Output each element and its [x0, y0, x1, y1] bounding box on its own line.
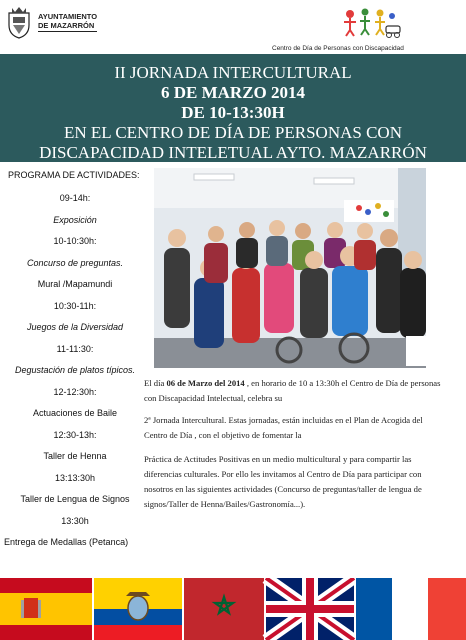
program-item: Taller de Lengua de Signos [20, 494, 130, 504]
program-item: 11-11:30: [56, 343, 94, 354]
centro-caption: Centro de Día de Personas con Discapacidad [272, 45, 404, 52]
description-paragraph: Práctica de Actitudes Positivas en un medio multicultural y para compartir las diferencias culturales. Por ello les invitamos al Centro de Día para participar con nosotros en las siguientes actividades (Concurso de preguntas/taller de lengua de signos/Taller de Henna/Bailes/Gastronomía...). [144, 454, 422, 509]
uk-flag [266, 578, 354, 640]
description-paragraph: 2ª Jornada Intercultural. Estas jornadas, están incluidas en el Plan de Acogida del Centro de Día , con el objetivo de fomentar la [144, 415, 423, 440]
program-item: Juegos de la Diversidad [26, 322, 124, 332]
title-banner [0, 54, 466, 162]
program-item: 12-12:30h: [53, 386, 97, 397]
ecuador-flag [94, 578, 182, 640]
spain-flag [0, 578, 92, 640]
banner-location-line2: DISCAPACIDAD INTELETUAL AYTO. MAZARRÓN [39, 143, 427, 162]
morocco-flag [184, 578, 264, 640]
banner-date: 6 DE MARZO 2014 [160, 83, 306, 102]
program-item: Entrega de Medallas (Petanca) [4, 537, 129, 547]
description-paragraph: El día 06 de Marzo del 2014 , en horario de 10 a 13:30h el Centro de Día de personas con Discapacidad Intelectual, celebra su [144, 378, 441, 403]
event-description [144, 376, 444, 512]
banner-title: II JORNADA INTERCULTURAL [114, 63, 352, 82]
flags-strip [0, 578, 466, 640]
banner-location-line1: EN EL CENTRO DE DÍA DE PERSONAS CON [64, 123, 402, 142]
program-item: Actuaciones de Baile [32, 408, 118, 418]
program-item: Exposición [53, 214, 97, 225]
program-item: 10:30-11h: [53, 300, 97, 311]
program-item: 10-10:30h: [53, 236, 97, 246]
program-item: 12:30-13h: [53, 429, 97, 440]
stick-figures-logo-icon [330, 4, 410, 44]
coat-of-arms-icon [4, 5, 34, 39]
program-item: Degustación de platos típicos. [14, 365, 136, 375]
event-date-bold: 06 de Marzo del 2014 [166, 378, 245, 388]
logo-text-line2: DE MAZARRÓN [38, 21, 95, 30]
program-item: 13:30h [61, 515, 89, 526]
program-item: Taller de Henna [43, 451, 107, 461]
program-item: Mural /Mapamundi [37, 279, 113, 289]
program-list [0, 168, 150, 554]
france-flag [356, 578, 466, 640]
logo-text-line1: AYUNTAMIENTO [38, 12, 98, 21]
program-item: 13:13:30h [54, 472, 96, 483]
ayuntamiento-logo [2, 2, 114, 42]
group-photo [154, 168, 426, 368]
program-item: 09-14h: [59, 193, 91, 203]
banner-time: DE 10-13:30H [181, 103, 285, 122]
program-item: Concurso de preguntas. [26, 257, 124, 268]
program-heading: PROGRAMA DE ACTIVIDADES: [8, 170, 140, 180]
